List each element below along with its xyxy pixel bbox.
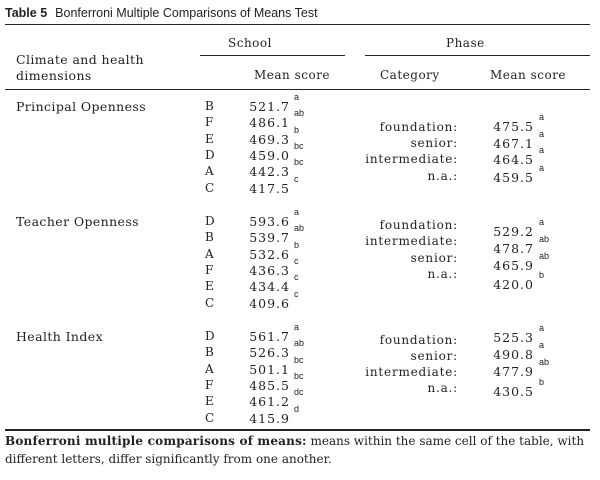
significance-letter: a — [294, 92, 300, 102]
significance-letter: dc — [294, 387, 304, 398]
phase-rule — [365, 55, 590, 56]
header-dimension-2: dimensions — [16, 68, 92, 83]
school-letter: B — [205, 345, 214, 360]
significance-letter: c — [294, 255, 299, 266]
phase-category: senior: — [410, 251, 458, 265]
school-mean-score: 593.6 — [249, 214, 290, 229]
school-letter: C — [205, 295, 215, 310]
phase-mean-score: 464.5 — [493, 152, 534, 167]
table-caption: Bonferroni Multiple Comparisons of Means Test — [55, 6, 318, 20]
school-mean-score: 561.7 — [249, 329, 290, 344]
school-mean-score: 417.5 — [249, 180, 290, 196]
school-mean-score: 501.1 — [249, 361, 290, 377]
significance-letter: a — [539, 163, 545, 173]
significance-letter: a — [539, 129, 545, 139]
significance-letter: bc — [294, 157, 304, 168]
phase-category: senior: — [410, 136, 458, 150]
school-rule — [200, 55, 345, 56]
significance-letter: c — [294, 173, 299, 184]
school-mean-score: 469.3 — [249, 131, 290, 147]
significance-letter: b — [539, 377, 545, 387]
phase-mean-score: 475.5 — [493, 119, 534, 134]
significance-letter: bc — [294, 370, 304, 381]
school-letter: A — [205, 164, 214, 179]
school-letter: A — [205, 246, 214, 261]
school-mean-score: 526.3 — [249, 345, 290, 361]
phase-mean-score: 465.9 — [493, 258, 534, 273]
school-mean-score: 409.6 — [249, 295, 290, 311]
significance-letter: a — [294, 207, 300, 217]
phase-category: foundation: — [379, 218, 458, 232]
header-school-mean: Mean score — [254, 68, 331, 82]
table-number: Table 5 — [5, 6, 48, 20]
phase-mean-score: 420.0 — [493, 277, 534, 292]
significance-letter: ab — [539, 251, 550, 261]
phase-mean-score: 525.3 — [493, 330, 534, 345]
significance-letter: ab — [294, 108, 305, 119]
school-letter: C — [205, 410, 215, 425]
school-mean-score: 459.0 — [249, 147, 290, 163]
footnote — [5, 432, 595, 468]
significance-letter: a — [539, 112, 545, 122]
significance-letter: a — [539, 340, 545, 350]
phase-category: foundation: — [379, 333, 458, 347]
school-letter: E — [205, 131, 214, 146]
significance-letter: b — [294, 124, 300, 135]
phase-category: foundation: — [379, 120, 458, 134]
header-phase-mean: Mean score — [490, 68, 567, 82]
significance-letter: b — [294, 239, 300, 250]
school-mean-score: 436.3 — [249, 262, 290, 278]
significance-letter: ab — [294, 338, 305, 349]
table-title — [5, 6, 318, 20]
significance-letter: bc — [294, 354, 304, 365]
school-letter: F — [205, 377, 214, 392]
significance-letter: bc — [294, 140, 304, 151]
school-letter: D — [205, 147, 215, 162]
school-letter: D — [205, 214, 215, 228]
phase-mean-score: 490.8 — [493, 347, 534, 362]
significance-letter: a — [539, 323, 545, 333]
significance-letter: c — [294, 288, 299, 299]
phase-mean-score: 430.5 — [493, 384, 534, 399]
phase-category: n.a.: — [427, 381, 458, 395]
significance-letter: c — [294, 272, 299, 283]
header-category: Category — [380, 68, 440, 82]
school-mean-score: 486.1 — [249, 115, 290, 131]
dimension-label: Health Index — [16, 329, 104, 344]
bottom-rule — [5, 429, 590, 431]
phase-mean-score: 459.5 — [493, 170, 534, 185]
significance-letter: ab — [294, 223, 305, 234]
school-mean-score: 461.2 — [249, 394, 290, 410]
significance-letter: ab — [539, 357, 550, 367]
phase-mean-score: 477.9 — [493, 364, 534, 379]
school-mean-score: 442.3 — [249, 164, 290, 180]
significance-letter: a — [294, 322, 300, 332]
school-letter: C — [205, 180, 215, 195]
school-letter: F — [205, 262, 214, 277]
dimension-label: Principal Openness — [16, 99, 147, 114]
school-letter: A — [205, 361, 214, 376]
school-letter: E — [205, 279, 214, 294]
school-letter: D — [205, 329, 215, 343]
phase-mean-score: 478.7 — [493, 241, 534, 256]
phase-category: senior: — [410, 349, 458, 363]
school-letter: B — [205, 230, 214, 245]
school-letter: F — [205, 115, 214, 130]
header-phase: Phase — [446, 36, 485, 50]
school-mean-score: 539.7 — [249, 230, 290, 246]
school-mean-score: 415.9 — [249, 410, 290, 426]
phase-category: intermediate: — [365, 365, 458, 379]
phase-category: n.a.: — [427, 267, 458, 281]
dimension-label: Teacher Openness — [16, 214, 139, 229]
phase-category: intermediate: — [365, 152, 458, 166]
phase-category: n.a.: — [427, 169, 458, 183]
footnote-text: means within the same cell of the table, with different letters, differ significantly from one another. — [5, 434, 585, 466]
school-mean-score: 434.4 — [249, 279, 290, 295]
significance-letter: ab — [539, 234, 550, 244]
school-letter: B — [205, 99, 214, 113]
header-school: School — [228, 36, 272, 50]
significance-letter: b — [539, 270, 545, 280]
significance-letter: d — [294, 403, 300, 414]
footnote-bold: Bonferroni multiple comparisons of means: — [5, 434, 307, 448]
header-dimension-1: Climate and health — [16, 52, 144, 67]
phase-mean-score: 529.2 — [493, 224, 534, 239]
header-rule — [5, 89, 590, 90]
school-mean-score: 521.7 — [249, 99, 290, 114]
school-mean-score: 532.6 — [249, 246, 290, 262]
phase-mean-score: 467.1 — [493, 136, 534, 151]
school-mean-score: 485.5 — [249, 377, 290, 393]
significance-letter: a — [539, 217, 545, 227]
school-letter: E — [205, 394, 214, 409]
phase-category: intermediate: — [365, 234, 458, 248]
significance-letter: a — [539, 145, 545, 155]
top-rule — [5, 24, 590, 25]
